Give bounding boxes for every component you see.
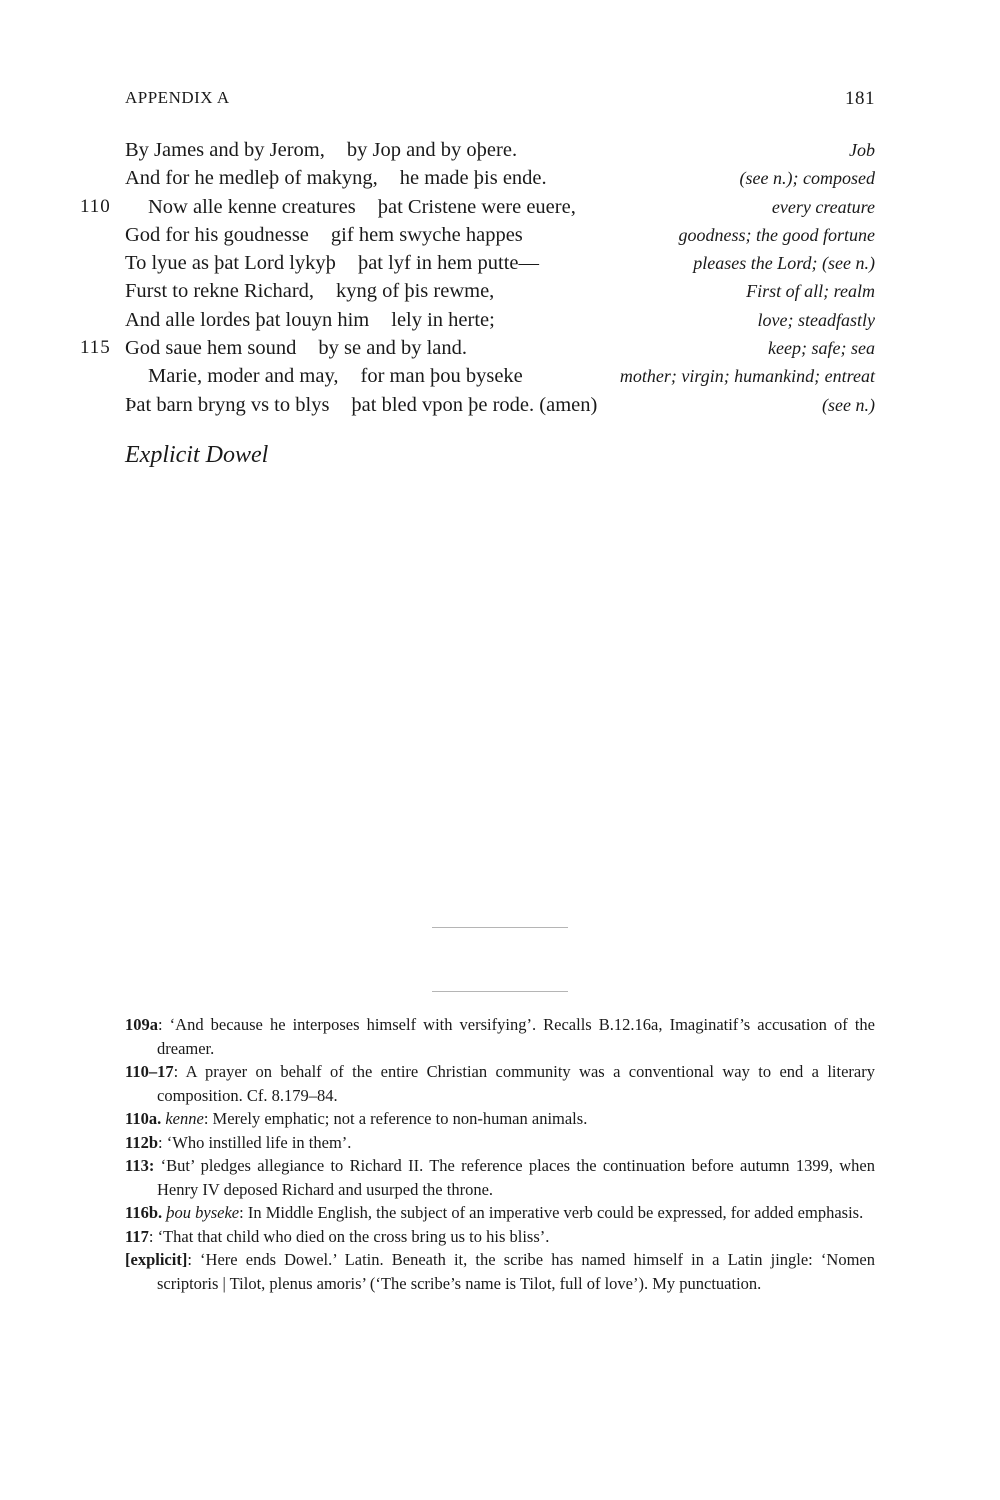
marginal-gloss: pleases the Lord; (see n.): [693, 253, 875, 274]
note-text: In Middle English, the subject of an imperative verb could be expressed, for added emphasis.: [247, 1203, 864, 1222]
verse-text: [125, 164, 547, 192]
note-entry: [125, 1225, 875, 1249]
a-verse: God saue hem sound: [125, 337, 297, 360]
verse-text: [125, 136, 517, 164]
a-verse: Þat barn bryng vs to blys: [125, 393, 330, 416]
note-entry: [125, 1013, 875, 1060]
page-number: 181: [845, 88, 875, 109]
a-verse: To lyue as þat Lord lykyþ: [125, 252, 336, 275]
line-number: 115: [80, 337, 111, 359]
note-reference: 116b.: [125, 1203, 163, 1222]
verse-line: [0, 391, 1000, 419]
note-entry: [125, 1060, 875, 1107]
note-ref-separator: :: [173, 1062, 186, 1081]
b-verse: by Jop and by oþere.: [346, 139, 518, 161]
note-text: ‘Here ends Dowel.’ Latin. Beneath it, the scribe has named himself in a Latin jingle: ‘Nomen scriptoris | Tilot, plenus amoris’ (‘The scribe’s name is Tilot, full of love’). My punctuation.: [157, 1250, 875, 1293]
marginal-gloss: goodness; the good fortune: [678, 224, 875, 245]
marginal-gloss: every creature: [771, 196, 875, 217]
note-ref-separator: :: [148, 1226, 158, 1246]
marginal-gloss: keep; safe; sea: [768, 338, 875, 359]
note-ref-separator: :: [187, 1250, 201, 1269]
note-ref-separator: :: [158, 1015, 170, 1034]
marginal-gloss: love; steadfastly: [757, 309, 875, 330]
a-verse: Now alle kenne creatures: [148, 195, 356, 218]
note-text: A prayer on behalf of the entire Christian community was a conventional way to end a literary composition. Cf. 8.179–84.: [157, 1062, 875, 1105]
note-reference: 112b: [125, 1132, 159, 1152]
verse-line: [0, 221, 1000, 249]
b-verse: for man þou byseke: [360, 365, 523, 388]
verse-line: [0, 136, 1000, 164]
note-text: ‘That that child who died on the cross bring us to his bliss’.: [157, 1226, 550, 1246]
verse-line: [0, 362, 1000, 390]
note-reference: 117: [125, 1226, 149, 1246]
b-verse: he made þis ende.: [399, 167, 547, 190]
marginal-gloss: First of all; realm: [746, 281, 875, 302]
b-verse: gif hem swyche happes: [330, 223, 523, 246]
verse-line: [0, 193, 1000, 221]
poem-text: [0, 136, 1000, 419]
explanatory-notes: [125, 1013, 875, 1295]
note-ref-separator: :: [158, 1132, 167, 1152]
marginal-gloss: mother; virgin; humankind; entreat: [619, 366, 875, 387]
note-reference: 113:: [125, 1156, 155, 1175]
b-verse: þat bled vpon þe rode. (amen): [351, 393, 598, 416]
note-lemma-separator: :: [203, 1109, 213, 1128]
verse-text: [148, 193, 576, 221]
note-text: Merely emphatic; not a reference to non-human animals.: [212, 1109, 588, 1128]
b-verse: lely in herte;: [391, 308, 495, 331]
note-lemma: kenne: [165, 1109, 204, 1128]
verse-line: [0, 334, 1000, 362]
verse-text: [148, 362, 523, 390]
b-verse: kyng of þis rewme,: [336, 280, 495, 303]
footnote-divider-top: [432, 927, 568, 928]
a-verse: Furst to rekne Richard,: [125, 280, 315, 303]
note-text: ‘Who instilled life in them’.: [166, 1132, 352, 1152]
note-text: ‘But’ pledges allegiance to Richard II. The reference places the continuation before autumn 1399, when Henry IV deposed Richard and usurped the throne.: [157, 1156, 876, 1199]
marginal-gloss: Job: [849, 140, 875, 160]
a-verse: God for his goudnesse: [125, 223, 309, 246]
b-verse: þat Cristene were euere,: [377, 195, 576, 218]
note-text: ‘And because he interposes himself with versifying’. Recalls B.12.16a, Imaginatif’s accusation of the dreamer.: [157, 1015, 875, 1058]
verse-text: [125, 391, 597, 419]
marginal-gloss: (see n.); composed: [739, 168, 875, 189]
note-reference: 110–17: [125, 1062, 174, 1081]
line-number: 110: [80, 195, 111, 217]
note-entry: [125, 1248, 875, 1295]
note-reference: 110a.: [125, 1109, 162, 1128]
running-title: APPENDIX A: [125, 88, 230, 107]
verse-text: [125, 221, 523, 249]
a-verse: Marie, moder and may,: [148, 365, 339, 388]
a-verse: By James and by Jerom,: [125, 139, 325, 161]
verse-text: [125, 334, 467, 362]
note-entry: [125, 1131, 875, 1155]
b-verse: by se and by land.: [318, 337, 467, 360]
verse-text: [125, 249, 539, 277]
verse-text: [125, 277, 494, 305]
note-reference: 109a: [125, 1015, 158, 1034]
footnote-divider-bottom: [432, 991, 568, 992]
verse-line: [0, 306, 1000, 334]
note-entry: [125, 1154, 875, 1201]
note-entry: [125, 1107, 875, 1131]
note-lemma: þou byseke: [166, 1203, 240, 1222]
a-verse: And alle lordes þat louyn him: [125, 308, 370, 331]
b-verse: þat lyf in hem putte—: [357, 252, 539, 275]
verse-text: [125, 306, 495, 334]
verse-line: [0, 249, 1000, 277]
explicit-heading: Explicit Dowel: [125, 442, 269, 468]
note-entry: [125, 1201, 875, 1225]
a-verse: And for he medleþ of makyng,: [125, 167, 378, 190]
verse-line: [0, 164, 1000, 192]
verse-line: [0, 277, 1000, 305]
marginal-gloss: (see n.): [822, 394, 875, 415]
note-reference: [explicit]: [125, 1250, 188, 1269]
note-lemma-separator: :: [239, 1203, 248, 1222]
